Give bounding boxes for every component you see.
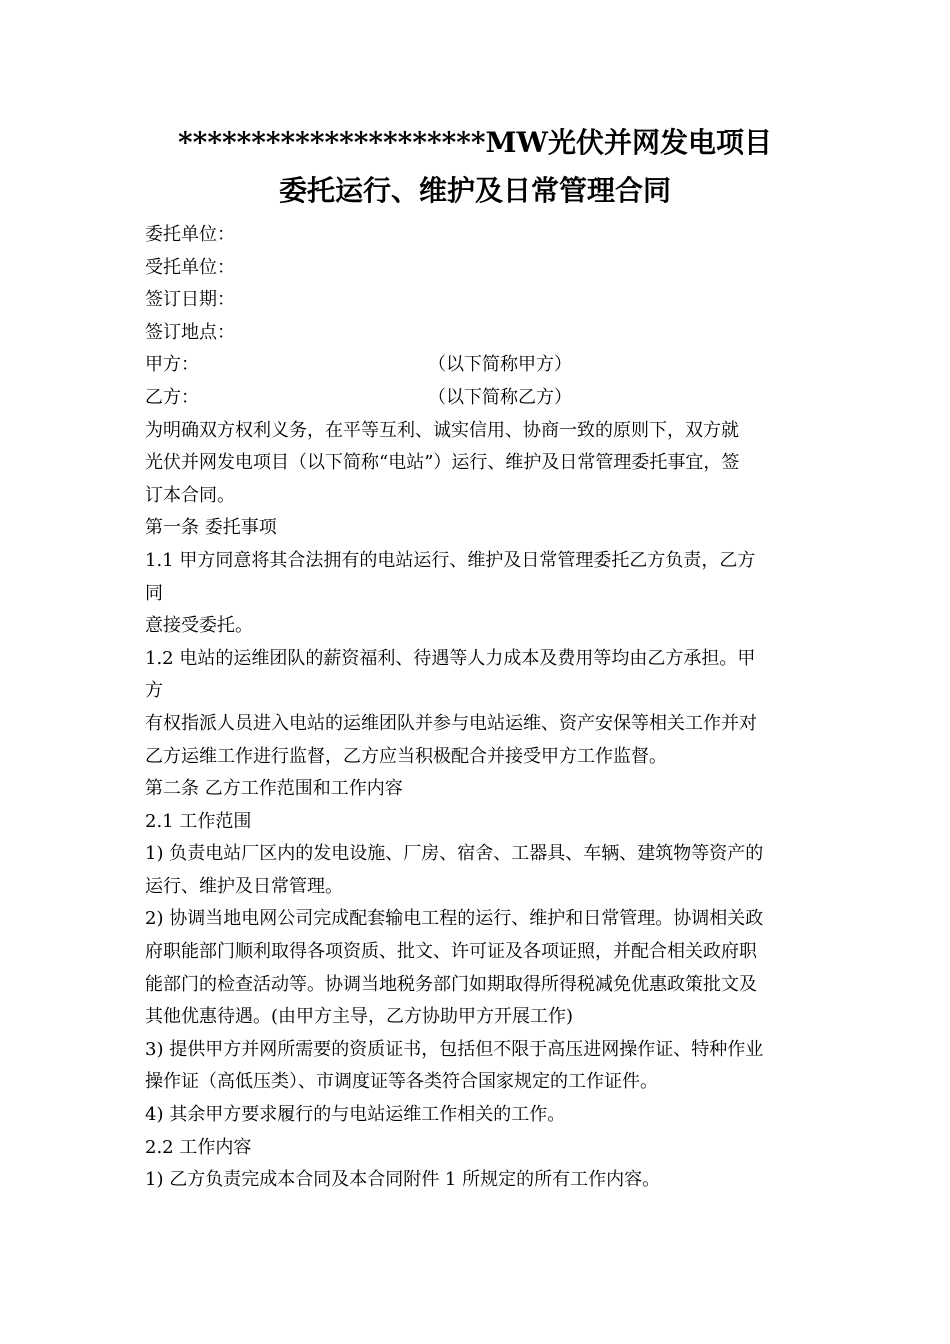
document-body (145, 219, 815, 1197)
text-line: 1.1 甲方同意将其合法拥有的电站运行、维护及日常管理委托乙方负责，乙方 (145, 549, 756, 571)
text-line: 府职能部门顺利取得各项资质、批文、许可证及各项证照，并配合相关政府职 (145, 941, 757, 963)
text-line: 1) 负责电站厂区内的发电设施、厂房、宿舍、工器具、车辆、建筑物等资产的 (145, 843, 764, 865)
text-line: 意接受委托。 (145, 615, 253, 637)
party-a-row (145, 349, 815, 382)
section-heading: 第一条 委托事项 (145, 517, 277, 539)
text-line: 方 (145, 680, 163, 702)
text-line: 运行、维护及日常管理。 (145, 875, 343, 897)
section-heading: 第二条 乙方工作范围和工作内容 (145, 778, 403, 800)
text-line: 同 (145, 582, 163, 604)
text-line: 其他优惠待遇。(由甲方主导，乙方协助甲方开展工作) (145, 1006, 574, 1028)
text-line: 3) 提供甲方并网所需要的资质证书，包括但不限于高压进网操作证、特种作业 (145, 1038, 764, 1060)
party-a-label: 甲方： (145, 354, 199, 376)
text-line: 2) 协调当地电网公司完成配套输电工程的运行、维护和日常管理。协调相关政 (145, 908, 764, 930)
text-line: 能部门的检查活动等。协调当地税务部门如期取得所得税减免优惠政策批文及 (145, 973, 757, 995)
party-b-row (145, 382, 815, 415)
subsection-heading: 2.1 工作范围 (145, 810, 252, 832)
field-entrusting-unit: 委托单位： (145, 224, 235, 245)
text-line: 操作证（高低压类）、市调度证等各类符合国家规定的工作证件。 (145, 1071, 658, 1093)
text-line: 有权指派人员进入电站的运维团队并参与电站运维、资产安保等相关工作并对 (145, 712, 757, 734)
text-line: 为明确双方权利义务，在平等互利、诚实信用、协商一致的原则下，双方就 (145, 419, 739, 441)
text-line: 4) 其余甲方要求履行的与电站运维工作相关的工作。 (145, 1104, 566, 1126)
text-line: 1) 乙方负责完成本合同及本合同附件 1 所规定的所有工作内容。 (145, 1169, 661, 1191)
field-sign-place: 签订地点： (145, 321, 235, 343)
document-title-line-1: *********************MW光伏并网发电项目 (178, 126, 772, 159)
party-b-note: （以下简称乙方） (428, 386, 572, 408)
text-line: 1.2 电站的运维团队的薪资福利、待遇等人力成本及费用等均由乙方承担。甲 (145, 647, 756, 669)
field-entrusted-unit: 受托单位： (145, 256, 235, 278)
text-line: 光伏并网发电项目（以下简称“电站”）运行、维护及日常管理委托事宜，签 (145, 452, 740, 474)
text-line: 订本合同。 (145, 484, 235, 506)
party-a-note: （以下简称甲方） (428, 354, 572, 376)
subsection-heading: 2.2 工作内容 (145, 1136, 252, 1158)
document-title-line-2: 委托运行、维护及日常管理合同 (278, 174, 671, 207)
party-b-label: 乙方： (145, 386, 199, 408)
field-sign-date: 签订日期： (145, 289, 235, 311)
text-line: 乙方运维工作进行监督，乙方应当积极配合并接受甲方工作监督。 (145, 745, 667, 767)
